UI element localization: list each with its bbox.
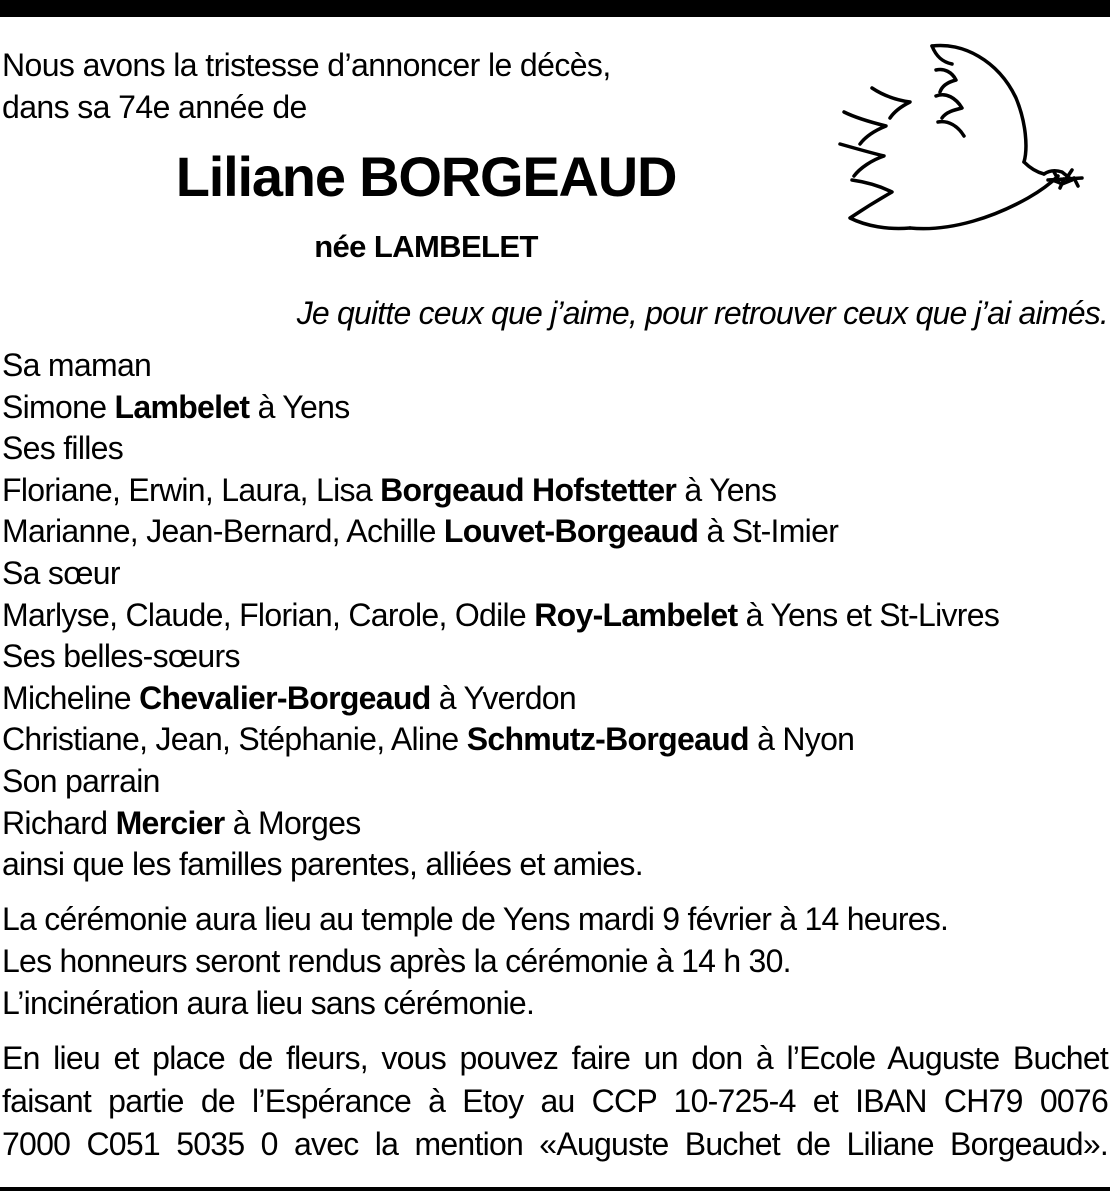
deceased-name: Liliane BORGEAUD — [175, 145, 677, 208]
family-line: Simone Lambelet à Yens — [2, 388, 350, 425]
donation-line-1: En lieu et place de fleurs, vous pouvez faire un don à l’Ecole Auguste Buchet — [2, 1040, 1108, 1076]
family-line: Christiane, Jean, Stéphanie, Aline Schmutz-Borgeaud à Nyon — [2, 721, 855, 758]
memorial-quote: Je quitte ceux que j’aime, pour retrouver ceux que j’ai aimés. — [296, 295, 1108, 331]
ceremony-line-3: L’incinération aura lieu sans cérémonie. — [2, 985, 535, 1021]
family-line: Marlyse, Claude, Florian, Carole, Odile Roy-Lambelet à Yens et St-Livres — [2, 596, 1000, 633]
donation-notice — [2, 1037, 1108, 1166]
bottom-rule — [0, 1187, 1110, 1191]
family-line: Son parrain — [2, 762, 160, 799]
announcement-intro — [2, 44, 611, 128]
donation-line-2: faisant partie de l’Espérance à Etoy au CCP 10-725-4 et IBAN CH79 0076 — [2, 1083, 1108, 1119]
dove-with-olive-branch-icon — [832, 40, 1084, 245]
family-line: Ses filles — [2, 430, 124, 467]
family-line: Floriane, Erwin, Laura, Lisa Borgeaud Hofstetter à Yens — [2, 471, 777, 508]
top-rule — [0, 0, 1110, 17]
ceremony-line-1: La cérémonie aura lieu au temple de Yens mardi 9 février à 14 heures. — [2, 901, 949, 937]
family-line: Richard Mercier à Morges — [2, 804, 361, 841]
family-line: Sa maman — [2, 347, 152, 383]
family-line: Marianne, Jean-Bernard, Achille Louvet-Borgeaud à St-Imier — [2, 513, 839, 550]
donation-line-3: 7000 C051 5035 0 avec la mention «Auguste Buchet de Liliane Borgeaud». — [2, 1126, 1108, 1162]
family-line: Micheline Chevalier-Borgeaud à Yverdon — [2, 679, 576, 716]
family-line: ainsi que les familles parentes, alliées et amies. — [2, 846, 643, 883]
family-line: Ses belles-sœurs — [2, 638, 240, 675]
intro-line-2: dans sa 74e année de — [2, 89, 307, 125]
intro-line-1: Nous avons la tristesse d’annoncer le décès, — [2, 47, 611, 83]
ceremony-line-2: Les honneurs seront rendus après la cérémonie à 14 h 30. — [2, 943, 791, 979]
maiden-name: née LAMBELET — [314, 229, 538, 264]
family-line: Sa sœur — [2, 554, 120, 591]
ceremony-details — [2, 898, 948, 1024]
family-list — [2, 345, 999, 886]
